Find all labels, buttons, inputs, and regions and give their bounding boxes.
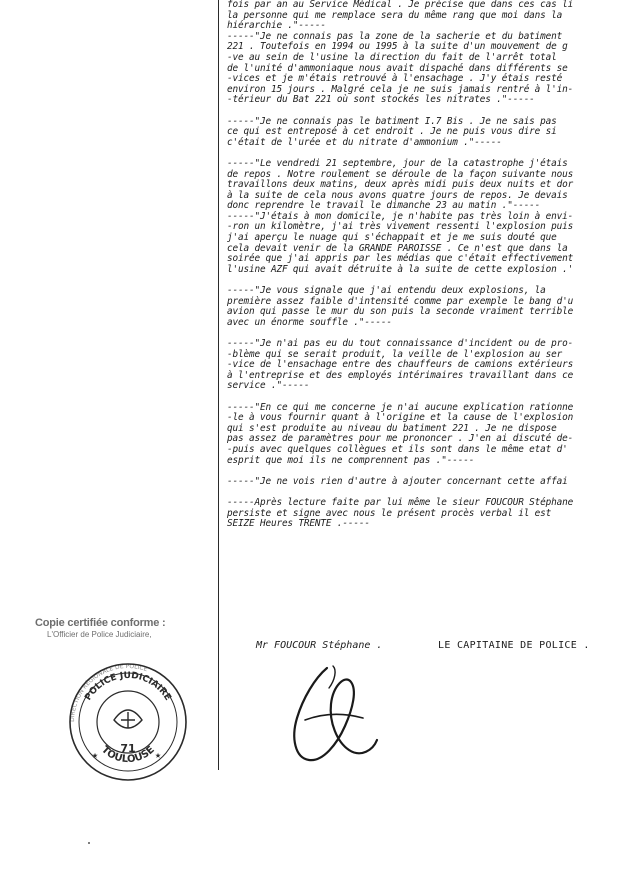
stamp-ring-text: DIRECTION RÉGIONALE DE POLICE	[68, 662, 149, 723]
certification-title: Copie certifiée conforme :	[35, 617, 166, 629]
statement-line: soirée que j'ai appris par les médias que c'était effectivement	[227, 253, 574, 265]
police-seal-stamp	[66, 660, 190, 784]
statement-line: -----"Je vous signale que j'ai entendu deux explosions, la	[227, 285, 546, 297]
statement-line: -vices et je m'étais retrouvé à l'ensachage . J'y étais resté	[227, 73, 563, 85]
handwritten-signature	[275, 660, 385, 770]
statement-line: -----"Je ne connais pas la zone de la sacherie et du batiment	[227, 30, 563, 42]
statement-line: donc reprendre le travail le dimanche 23 au matin ."-----	[227, 200, 541, 212]
statement-line: -vice de l'ensachage entre des chauffeurs de camions extérieurs	[227, 359, 574, 371]
statement-line: -térieur du Bat 221 où sont stockés les nitrates ."-----	[227, 94, 535, 106]
stamp-star-right: ★	[155, 750, 162, 761]
statement-line: -le à vous fournir quant à l'origine et la cause de l'explosion	[227, 412, 574, 424]
statement-line: cela devait venir de la GRANDE PAROISSE . Ce n'est que dans la	[227, 242, 568, 254]
statement-line: persiste et signe avec nous le présent procès verbal il est	[227, 507, 552, 519]
statement-line: -----Après lecture faite par lui même le sieur FOUCOUR Stéphane	[227, 496, 574, 508]
statement-line: -ron un kilomètre, j'ai très vivement ressenti l'explosion puis	[227, 221, 574, 233]
statement-line: 221 . Toutefois en 1994 ou 1995 à la suite d'un mouvement de g	[227, 41, 568, 53]
statement-line: à l'entreprise et des employés intérimaires travaillant dans ce	[227, 369, 574, 381]
stamp-number: 71	[120, 742, 136, 755]
statement-line: avion qui passe le mur du son puis la seconde vraiment terrible	[227, 306, 574, 318]
statement-line: -----"Je ne connais pas le batiment I.7 Bis . Je ne sais pas	[227, 115, 557, 127]
statement-line	[227, 106, 620, 117]
statement-line: à la suite de cela nous avons quatre jours de repos. Je devais	[227, 189, 568, 201]
speck	[88, 842, 90, 844]
statement-line: j'ai aperçu le nuage qui s'échappait et je me suis douté que	[227, 232, 557, 244]
statement-line: qui s'est produite au niveau du batiment 221 . Je ne dispose	[227, 422, 557, 434]
statement-line: -blème qui se serait produit, la veille de l'explosion au ser	[227, 348, 563, 360]
statement-line: première assez faible d'intensité comme par exemple le bang d'u	[227, 295, 574, 307]
statement-line: ce qui est entreposé à cet endroit . Je ne puis vous dire si	[227, 126, 557, 138]
certification-block	[35, 617, 215, 639]
statement-line	[227, 392, 620, 403]
statement-line: travaillons deux matins, deux après midi puis deux nuits et dor	[227, 179, 574, 191]
statement-line: esprit que moi ils ne comprennent pas ."-----	[227, 454, 475, 466]
statement-line: l'usine AZF qui avait détruite à la suite de cette explosion .'	[227, 263, 574, 275]
statement-line: fois par an au Service Médical . Je précise que dans ces cas li	[227, 0, 574, 10]
statement-line: -----"Je ne vois rien d'autre à ajouter concernant cette affai	[227, 475, 568, 487]
statement-line: service ."-----	[227, 380, 310, 392]
statement-line: avec un énorme souffle ."-----	[227, 316, 392, 328]
statement-line: c'était de l'urée et du nitrate d'ammonium ."-----	[227, 136, 502, 148]
statement-line: -----"Je n'ai pas eu du tout connaissance d'incident ou de pro-	[227, 338, 574, 349]
statement-line: -----"En ce qui me concerne je n'ai aucune explication rationne	[227, 401, 574, 413]
statement-line: SEIZE Heures TRENTE .-----	[227, 518, 370, 530]
statement-line: hiérarchie ."-----	[227, 20, 326, 32]
officer-title: LE CAPITAINE DE POLICE .	[438, 640, 590, 651]
statement-line: -ve au sein de l'usine la direction du fait de l'arrêt total	[227, 51, 557, 63]
stamp-city: TOULOUSE	[99, 744, 157, 766]
statement-line: pas assez de paramètres pour me prononcer . J'en ai discuté de-	[227, 433, 574, 445]
statement-line: de l'unité d'ammoniaque nous avait dispaché dans différents se	[227, 62, 568, 74]
statement-line: -puis avec quelques collègues et ils sont dans le même etat d'	[227, 443, 568, 455]
witness-name: Mr FOUCOUR Stéphane .	[256, 640, 383, 651]
margin-rule	[218, 0, 219, 770]
statement-line: environ 15 jours . Malgré cela je ne suis jamais rentré à l'in-	[227, 83, 574, 95]
statement-body	[227, 0, 620, 530]
stamp-emblem	[114, 710, 142, 728]
certification-subtitle: L'Officier de Police Judiciaire,	[47, 630, 152, 639]
stamp-star-left: ★	[92, 750, 99, 761]
statement-line: de repos . Notre roulement se déroule de la façon suivante nous	[227, 168, 574, 180]
stamp-top-text: POLICE JUDICIAIRE	[83, 670, 173, 703]
statement-line: -----"J'étais à mon domicile, je n'habite pas très loin à envi-	[227, 210, 574, 222]
statement-line: la personne qui me remplace sera du même rang que moi dans la	[227, 9, 563, 21]
statement-line: -----"Le vendredi 21 septembre, jour de la catastrophe j'étais	[227, 157, 568, 169]
